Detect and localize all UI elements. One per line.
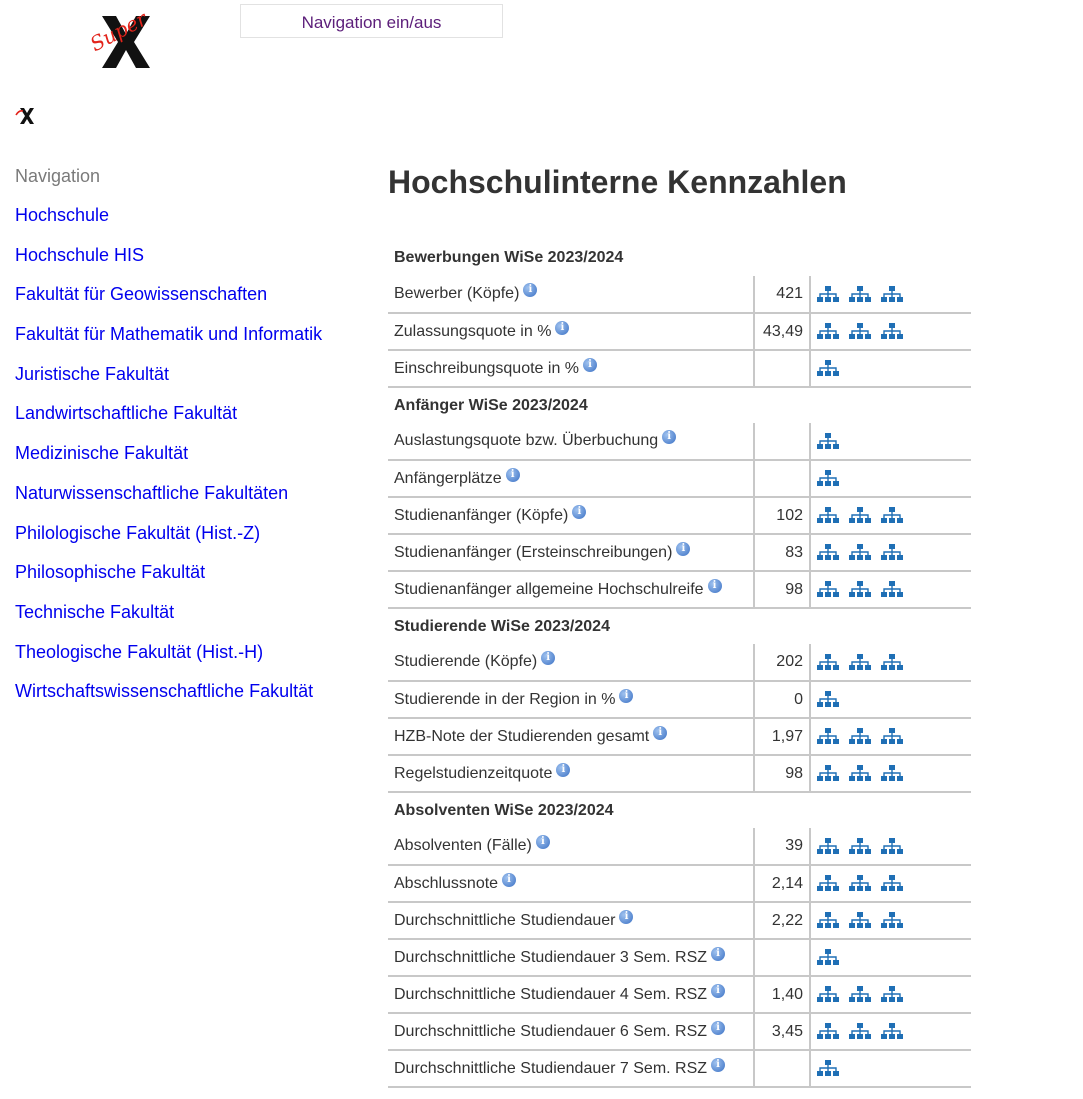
sidebar-link[interactable]: Naturwissenschaftliche Fakultäten [15,482,289,503]
sidebar-item [15,394,365,434]
kennzahl-value: 202 [754,644,810,681]
kennzahl-label: Durchschnittliche Studiendauer 4 Sem. RSZ [394,985,708,1003]
hierarchy-icon[interactable] [881,985,903,1003]
hierarchy-icon[interactable] [817,727,839,745]
hierarchy-links [810,718,971,755]
sidebar-link[interactable]: Hochschule HIS [15,244,145,265]
kennzahl-label-cell [388,939,754,976]
sidebar-link[interactable]: Technische Fakultät [15,601,175,622]
kennzahl-row [388,865,971,902]
kennzahl-value: 0 [754,681,810,718]
kennzahl-value [754,1050,810,1087]
kennzahl-label: Einschreibungsquote in % [394,359,580,377]
kennzahl-label: Studierende (Köpfe) [394,653,538,670]
hierarchy-links [810,571,971,608]
hierarchy-icon[interactable] [881,506,903,524]
sidebar-link[interactable]: Philologische Fakultät (Hist.-Z) [15,522,261,543]
section-header-row [388,608,971,644]
hierarchy-icon[interactable] [817,874,839,892]
kennzahl-row [388,718,971,755]
hierarchy-icon[interactable] [817,285,839,303]
sidebar-heading: Navigation [15,166,101,186]
hierarchy-links [810,681,971,718]
hierarchy-links [810,276,971,313]
hierarchy-icon[interactable] [849,1022,871,1040]
kennzahl-label: Abschlussnote [394,874,499,892]
section-header-row [388,792,971,828]
kennzahl-row [388,497,971,534]
hierarchy-icon[interactable] [817,837,839,855]
kennzahl-label: Durchschnittliche Studiendauer 3 Sem. RSZ [394,948,708,966]
hierarchy-icon[interactable] [817,911,839,929]
sidebar-item [15,315,365,355]
hierarchy-icon[interactable] [817,506,839,524]
section-title: Studierende WiSe 2023/2024 [394,617,610,635]
hierarchy-links [810,534,971,571]
hierarchy-links [810,460,971,497]
sidebar-item [15,633,365,673]
hierarchy-icon[interactable] [817,764,839,782]
info-icon[interactable]: i [536,835,550,849]
hierarchy-icon[interactable] [817,1022,839,1040]
super-x-logo[interactable] [88,10,154,74]
sidebar-item [15,236,365,276]
sidebar-item [15,474,365,514]
super-x-small-logo [15,106,37,126]
kennzahl-label: Regelstudienzeitquote [394,764,553,782]
kennzahl-label-cell [388,497,754,534]
kennzahl-label: Zulassungsquote in % [394,322,552,340]
hierarchy-links [810,350,971,387]
hierarchy-icon[interactable] [817,653,839,671]
info-icon[interactable]: i [711,1058,725,1072]
kennzahl-label-cell [388,976,754,1013]
kennzahl-label-cell [388,902,754,939]
sidebar-item [15,196,365,236]
navigation-toggle-button[interactable]: Navigation ein/aus [240,4,503,38]
hierarchy-icon[interactable] [881,543,903,561]
kennzahl-label-cell [388,1013,754,1050]
hierarchy-icon[interactable] [849,653,871,671]
sidebar-link[interactable]: Medizinische Fakultät [15,443,189,464]
sidebar-item [15,593,365,633]
info-icon[interactable]: i [523,283,537,297]
kennzahl-label-cell [388,350,754,387]
kennzahl-label-cell [388,828,754,865]
sidebar-link[interactable]: Landwirtschaftliche Fakultät [15,403,238,424]
kennzahl-row [388,313,971,350]
kennzahl-value [754,350,810,387]
kennzahl-value [754,423,810,460]
sidebar-link[interactable]: Wirtschaftswissenschaftliche Fakultät [15,681,314,702]
kennzahl-label: Anfängerplätze [394,469,502,487]
hierarchy-icon[interactable] [817,1059,839,1077]
hierarchy-icon[interactable] [817,985,839,1003]
hierarchy-icon[interactable] [817,690,839,708]
kennzahl-value: 98 [754,755,810,792]
kennzahl-label-cell [388,755,754,792]
kennzahl-label: Bewerber (Köpfe) [394,285,520,302]
info-icon[interactable]: i [711,984,725,998]
kennzahl-label: Durchschnittliche Studiendauer 6 Sem. RSZ [394,1022,708,1040]
kennzahl-row [388,571,971,608]
hierarchy-icon[interactable] [849,837,871,855]
kennzahl-label: Durchschnittliche Studiendauer [394,911,616,929]
kennzahl-label: Durchschnittliche Studiendauer 7 Sem. RSZ [394,1059,708,1077]
svg-text:Super: Super [88,10,151,57]
sidebar-item [15,553,365,593]
hierarchy-icon[interactable] [817,469,839,487]
kennzahl-label: HZB-Note der Studierenden gesamt [394,727,650,745]
kennzahl-value: 2,22 [754,902,810,939]
hierarchy-icon[interactable] [881,911,903,929]
hierarchy-icon[interactable] [817,543,839,561]
kennzahl-label: Auslastungsquote bzw. Überbuchung [394,432,659,449]
info-icon[interactable]: i [541,651,555,665]
hierarchy-icon[interactable] [817,359,839,377]
kennzahl-value [754,460,810,497]
sidebar-item [15,514,365,554]
info-icon[interactable]: i [555,321,569,335]
hierarchy-links [810,644,971,681]
sidebar-navigation [15,160,365,712]
hierarchy-icon[interactable] [881,874,903,892]
kennzahl-label-cell [388,681,754,718]
section-title: Bewerbungen WiSe 2023/2024 [394,249,624,266]
kennzahl-label-cell [388,276,754,313]
kennzahl-row [388,1050,971,1087]
kennzahl-label-cell [388,460,754,497]
kennzahl-label-cell [388,644,754,681]
info-icon[interactable]: i [711,947,725,961]
hierarchy-icon[interactable] [849,543,871,561]
kennzahl-value: 102 [754,497,810,534]
hierarchy-icon[interactable] [849,911,871,929]
sidebar-list [15,196,365,712]
info-icon[interactable]: i [653,726,667,740]
kennzahl-label: Studienanfänger allgemeine Hochschulreife [394,580,704,598]
kennzahl-row [388,350,971,387]
hierarchy-links [810,828,971,865]
kennzahl-row [388,939,971,976]
sidebar-item [15,434,365,474]
section-header-row [388,240,971,276]
kennzahl-row [388,755,971,792]
hierarchy-icon[interactable] [881,727,903,745]
kennzahl-value [754,939,810,976]
hierarchy-icon[interactable] [881,837,903,855]
kennzahl-value: 3,45 [754,1013,810,1050]
kennzahl-row [388,276,971,313]
hierarchy-icon[interactable] [849,727,871,745]
kennzahl-row [388,534,971,571]
hierarchy-icon[interactable] [849,322,871,340]
kennzahl-label-cell [388,571,754,608]
kennzahl-row [388,644,971,681]
info-icon[interactable]: i [583,358,597,372]
hierarchy-icon[interactable] [817,432,839,450]
kennzahl-value: 1,97 [754,718,810,755]
kennzahl-label-cell [388,865,754,902]
hierarchy-icon[interactable] [849,506,871,524]
kennzahl-row [388,902,971,939]
hierarchy-links [810,902,971,939]
kennzahl-value: 83 [754,534,810,571]
sidebar-item [15,355,365,395]
kennzahl-value: 1,40 [754,976,810,1013]
hierarchy-links [810,497,971,534]
info-icon[interactable]: i [619,910,633,924]
hierarchy-icon[interactable] [849,764,871,782]
hierarchy-icon[interactable] [817,580,839,598]
section-header-row [388,387,971,423]
info-icon[interactable]: i [676,542,690,556]
hierarchy-links [810,976,971,1013]
hierarchy-icon[interactable] [881,653,903,671]
info-icon[interactable]: i [572,505,586,519]
hierarchy-links [810,1050,971,1087]
hierarchy-icon[interactable] [881,322,903,340]
kennzahl-label-cell [388,1050,754,1087]
hierarchy-links [810,939,971,976]
kennzahl-row [388,460,971,497]
kennzahl-label: Studierende in der Region in % [394,690,616,708]
kennzahl-row [388,681,971,718]
page-title: Hochschulinterne Kennzahlen [388,164,847,200]
kennzahl-value: 98 [754,571,810,608]
info-icon[interactable]: i [708,579,722,593]
hierarchy-links [810,423,971,460]
info-icon[interactable]: i [506,468,520,482]
kennzahl-row [388,828,971,865]
sidebar-link[interactable]: Hochschule [15,205,110,225]
kennzahlen-table [388,240,971,1088]
info-icon[interactable]: i [619,689,633,703]
section-title: Absolventen WiSe 2023/2024 [394,801,614,819]
kennzahl-label: Studienanfänger (Ersteinschreibungen) [394,543,673,561]
hierarchy-links [810,1013,971,1050]
kennzahl-label-cell [388,313,754,350]
section-title: Anfänger WiSe 2023/2024 [394,396,588,414]
hierarchy-icon[interactable] [849,285,871,303]
hierarchy-links [810,313,971,350]
sidebar-link[interactable]: Philosophische Fakultät [15,562,206,583]
kennzahl-label: Studienanfänger (Köpfe) [394,506,569,524]
hierarchy-icon[interactable] [849,874,871,892]
info-icon[interactable]: i [711,1021,725,1035]
sidebar-item [15,275,365,315]
kennzahl-label-cell [388,423,754,460]
sidebar-link[interactable]: Juristische Fakultät [15,363,170,384]
kennzahl-label-cell [388,534,754,571]
sidebar-item [15,672,365,712]
hierarchy-icon[interactable] [881,1022,903,1040]
kennzahl-label-cell [388,718,754,755]
hierarchy-links [810,865,971,902]
kennzahl-value: 421 [754,276,810,313]
kennzahl-row [388,976,971,1013]
sidebar-link[interactable]: Fakultät für Geowissenschaften [15,284,268,305]
hierarchy-icon[interactable] [881,580,903,598]
kennzahl-value: 43,49 [754,313,810,350]
sidebar-link[interactable]: Theologische Fakultät (Hist.-H) [15,641,264,662]
info-icon[interactable]: i [556,763,570,777]
sidebar-link[interactable]: Fakultät für Mathematik und Informatik [15,324,323,345]
hierarchy-links [810,755,971,792]
hierarchy-icon[interactable] [881,764,903,782]
hierarchy-icon[interactable] [817,322,839,340]
kennzahl-row [388,1013,971,1050]
info-icon[interactable]: i [662,430,676,444]
hierarchy-icon[interactable] [817,948,839,966]
hierarchy-icon[interactable] [881,285,903,303]
kennzahl-row [388,423,971,460]
hierarchy-icon[interactable] [849,985,871,1003]
kennzahl-label: Absolventen (Fälle) [394,837,532,854]
info-icon[interactable]: i [502,873,516,887]
kennzahl-value: 2,14 [754,865,810,902]
kennzahl-value: 39 [754,828,810,865]
hierarchy-icon[interactable] [849,580,871,598]
